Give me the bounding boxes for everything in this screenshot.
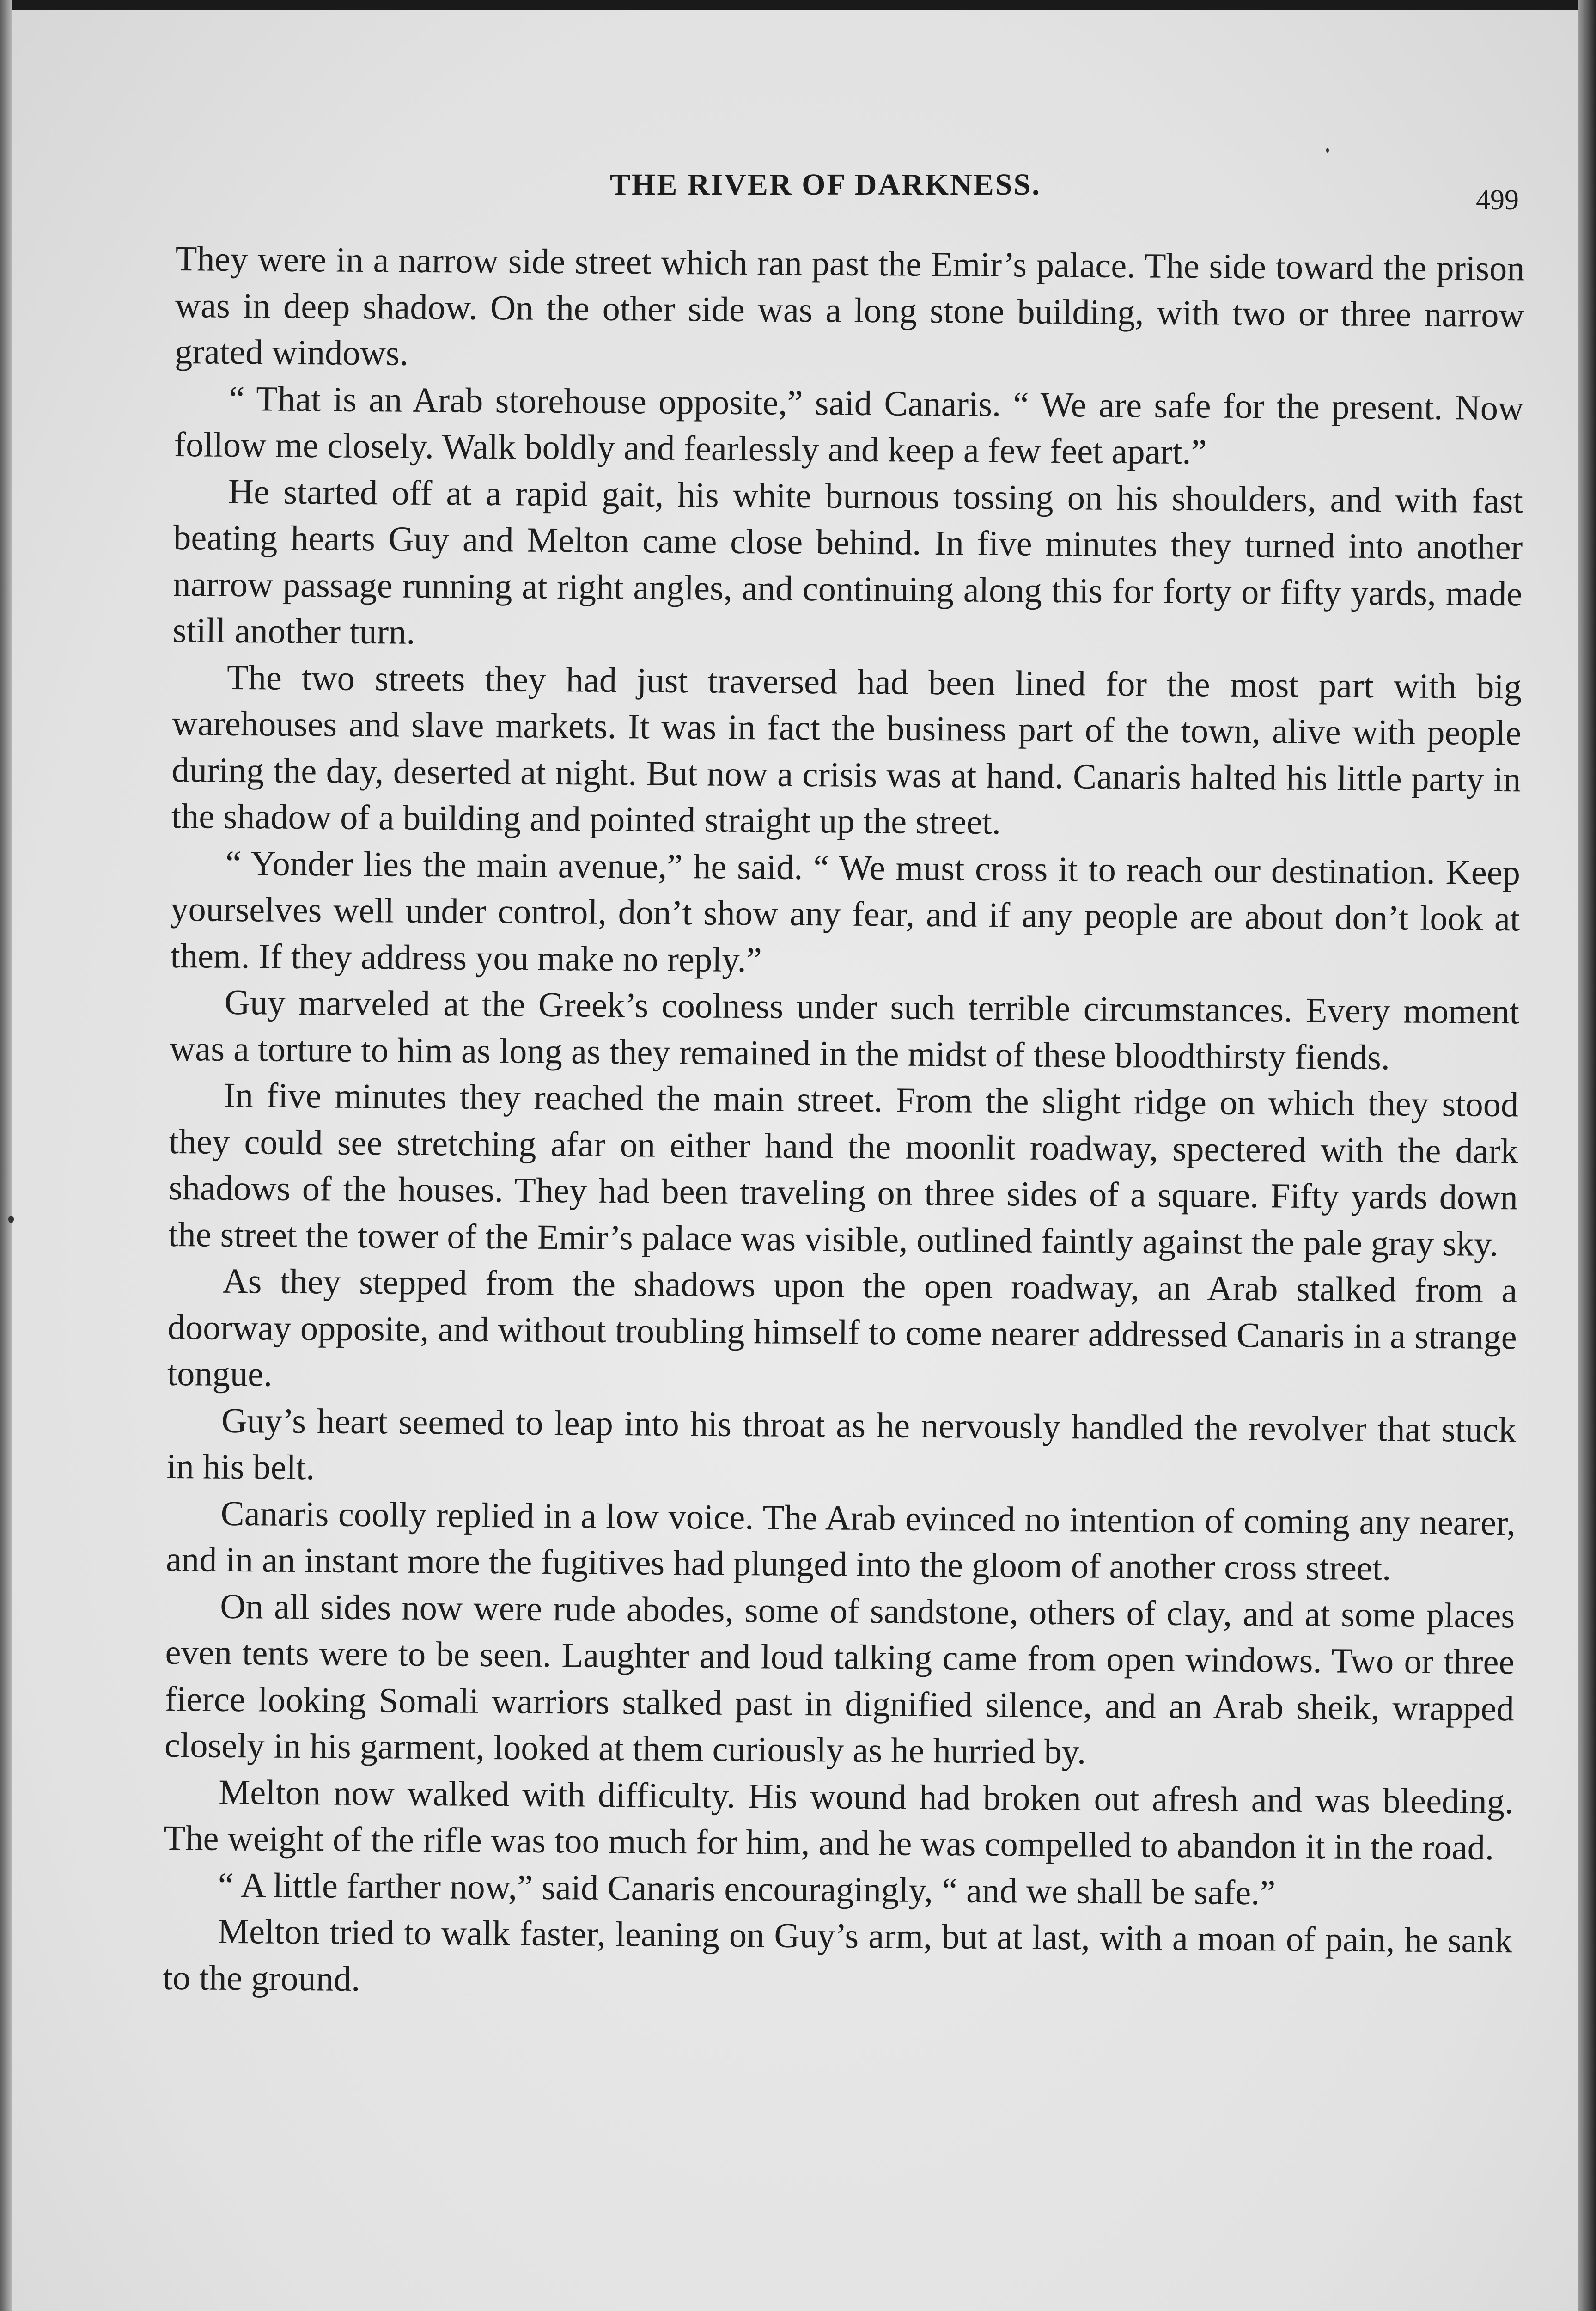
paragraph: They were in a narrow side street which ran past the Emir’s palace. The side toward the prison was in deep shadow. On the other side was a long stone building, with two or three narrow grated windows. xyxy=(174,238,1525,373)
page-top-edge xyxy=(0,0,1596,10)
page-left-edge xyxy=(0,0,12,2311)
paragraph: He started off at a rapid gait, his white burnous tossing on his shoulders, and with fast beating hearts Guy and Melton came close behind. In five minutes they turned into another narrow passage running at right angles, and continuing along this for forty or fifty yards, made still another turn. xyxy=(172,471,1523,652)
paragraph: “ That is an Arab storehouse opposite,” said Canaris. “ We are safe for the present. Now follow me closely. Walk boldly and fearlessly and keep a few feet apart.” xyxy=(174,379,1524,472)
paragraph: As they stepped from the shadows upon the open roadway, an Arab stalked from a doorway opposite, and without troubling himself to come nearer addressed Canaris in a strange tongue. xyxy=(167,1261,1517,1394)
body-text xyxy=(163,236,1525,2011)
page-right-edge xyxy=(1578,0,1596,2311)
paragraph: Guy marveled at the Greek’s coolness under such terrible circumstances. Every moment was a torture to him as long as they remained in the midst of these bloodthirsty fiends. xyxy=(169,982,1520,1077)
page-number: 499 xyxy=(1476,184,1519,216)
paragraph: Melton now walked with difficulty. His wound had broken out afresh and was bleeding. The weight of the rifle was too much for him, and he was compelled to abandon it in the road. xyxy=(164,1772,1514,1868)
running-title: THE RIVER OF DARKNESS. xyxy=(610,168,1041,202)
paragraph: On all sides now were rude abodes, some of sandstone, others of clay, and at some places even tents were to be seen. Laughter and loud talking came from open windows. Two or three fierce looking Somali warriors stalked past in dignified silence, and an Arab sheik, wrapped closely in his garment, looked at them curiously as he hurried by. xyxy=(164,1586,1515,1772)
paragraph: Guy’s heart seemed to leap into his throat as he nervously handled the revolver that stuck in his belt. xyxy=(166,1400,1517,1487)
print-speck xyxy=(1326,148,1329,153)
paragraph: The two streets they had just traversed had been lined for the most part with big warehouses and slave markets. It was in fact the business part of the town, alive with people during the day, deserted at night. But now a crisis was at hand. Canaris halted his little party in the shadow of a building and pointed straight up the street. xyxy=(171,657,1522,842)
paragraph: “ Yonder lies the main avenue,” he said. “ We must cross it to reach our destination. Keep yourselves well under control, don’t show any fear, and if any people are about don’t look at them. If they address you make no reply.” xyxy=(170,843,1521,979)
paragraph: In five minutes they reached the main street. From the slight ridge on which they stood they could see stretching afar on either hand the moonlit roadway, spectered with the dark shadows of the houses. They had been traveling on three sides of a square. Fifty yards down the street the tower of the Emir’s palace was visible, outlined faintly against the pale gray sky. xyxy=(168,1075,1519,1264)
paragraph: Canaris coolly replied in a low voice. The Arab evinced no intention of coming any nearer, and in an instant more the fugitives had plunged into the gloom of another cross street. xyxy=(165,1493,1516,1588)
print-speck xyxy=(8,1216,14,1223)
paragraph: “ A little farther now,” said Canaris encouragingly, “ and we shall be safe.” xyxy=(218,1865,1276,1913)
paragraph: Melton tried to walk faster, leaning on Guy’s arm, but at last, with a moan of pain, he sank to the ground. xyxy=(163,1911,1513,1999)
